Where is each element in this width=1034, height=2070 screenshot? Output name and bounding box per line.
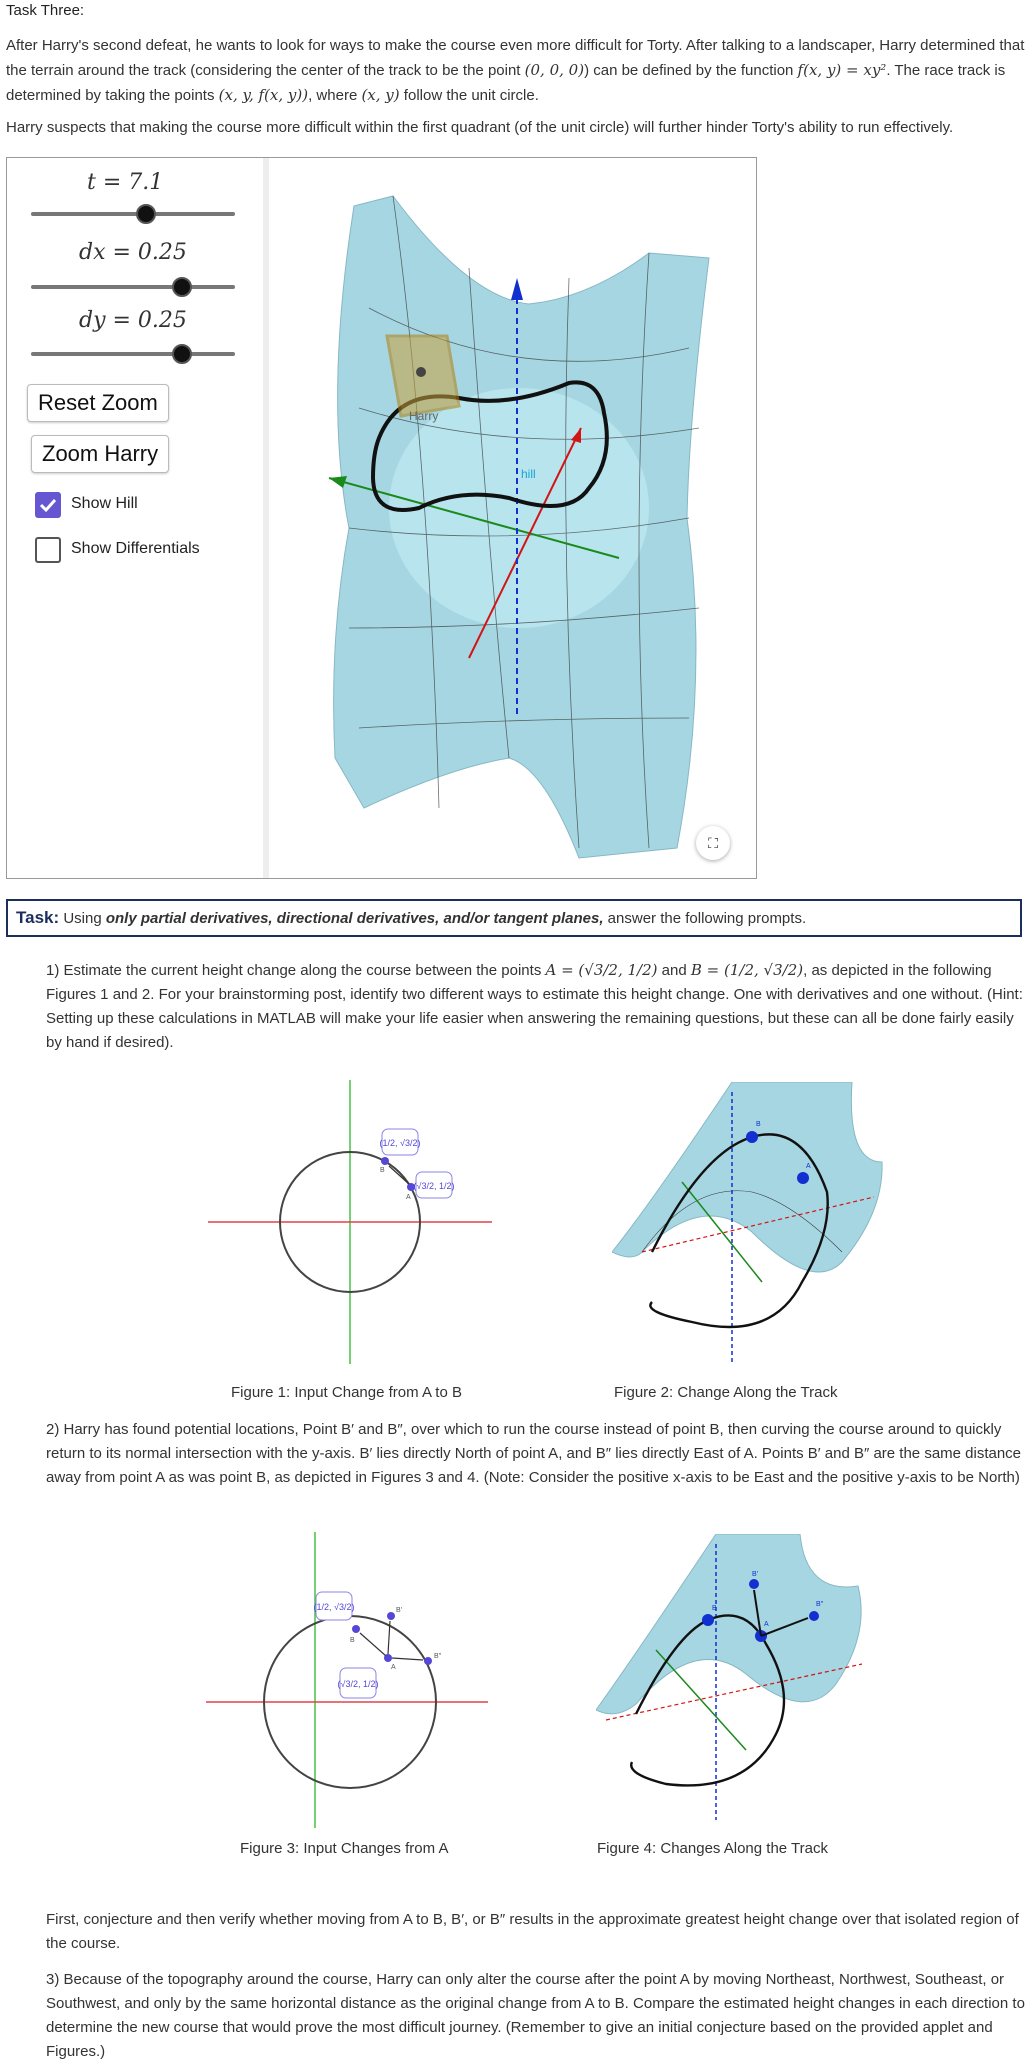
figure-1-caption: Figure 1: Input Change from A to B — [231, 1384, 462, 1401]
fig1-b-label: B — [380, 1167, 385, 1174]
show-differentials-label: Show Differentials — [71, 540, 200, 557]
intro-paragraph-1: After Harry's second defeat, he wants to look for ways to make the course even more difficult for Torty. After talking to a landscaper, Harry determined that the terrain around the track (considering the center of the track to be the point (0, 0, 0)) can be defined by the function f(x, y) = xy². The race track is determined by taking the points (x, y, f(x, y)), where (x, y) follow the unit circle. — [6, 37, 1025, 104]
fig3-point-b-double-prime — [424, 1657, 432, 1665]
q1-text-a: 1) Estimate the current height change along the course between the points — [46, 962, 546, 979]
reset-zoom-button[interactable]: Reset Zoom — [27, 384, 169, 422]
show-hill-checkbox[interactable] — [35, 492, 61, 518]
slider-dy-label: dy = 0.25 — [79, 308, 187, 333]
question-1 — [46, 958, 1026, 1055]
checkmark-icon — [37, 494, 59, 516]
slider-t-track[interactable] — [31, 212, 235, 216]
fig3-a-label: A — [391, 1664, 396, 1671]
intro-text — [6, 34, 1026, 148]
show-hill-label: Show Hill — [71, 495, 138, 512]
figure-2 — [612, 1082, 884, 1362]
figure-2-caption: Figure 2: Change Along the Track — [614, 1384, 838, 1401]
task-pre: Using — [59, 910, 106, 927]
task-label: Task: — [16, 908, 60, 927]
task-title: Task Three: — [6, 2, 85, 19]
task-post: answer the following prompts. — [603, 910, 807, 927]
fig3-b2-label: B″ — [434, 1653, 442, 1660]
fig3-arrow-ab — [360, 1633, 386, 1656]
figure-1 — [200, 1078, 500, 1378]
slider-dy-knob[interactable] — [172, 344, 192, 364]
figure-3 — [200, 1530, 500, 1830]
slider-dx-knob[interactable] — [172, 277, 192, 297]
harry-label: Harry — [409, 409, 439, 423]
fig1-b-coord: (1/2, √3/2) — [379, 1138, 421, 1148]
hill-label: hill — [521, 467, 536, 481]
q1-text-b: , as depicted in the following Figures 1 and 2. For your brainstorming post, identify two different ways to estimate this height change. One with derivatives and one without. (Hint: Setting up these calculations in MATLAB will make your life easier when answering the remaining questions, but these can all be done fairly easily by hand if desired). — [46, 962, 1023, 1051]
surface-highlight — [389, 388, 649, 628]
fig3-a-coord: (√3/2, 1/2) — [337, 1679, 379, 1689]
slider-dx-label: dx = 0.25 — [79, 240, 187, 265]
q1-text-mid: and — [657, 962, 691, 979]
fig3-point-b — [352, 1625, 360, 1633]
q1-point-b: B = (1/2, √3/2) — [690, 961, 804, 979]
question-2-conjecture: First, conjecture and then verify whether moving from A to B, B′, or B″ results in the approximate greatest height change over that isolated region of the course. — [46, 1911, 1019, 1952]
fig4-point-b — [702, 1614, 714, 1626]
algebra-panel — [7, 158, 269, 878]
figure-4-caption: Figure 4: Changes Along the Track — [597, 1840, 828, 1857]
geogebra-applet[interactable] — [6, 157, 757, 879]
slider-t-label: t = 7.1 — [87, 170, 164, 195]
figure-4 — [596, 1534, 870, 1820]
fig1-a-coord: (√3/2, 1/2) — [413, 1181, 455, 1191]
task-emphasis: only partial derivatives, directional derivatives, and/or tangent planes, — [105, 910, 604, 927]
fig4-point-b-prime — [749, 1579, 759, 1589]
show-differentials-checkbox[interactable] — [35, 537, 61, 563]
fig1-arrow-ab — [389, 1166, 409, 1184]
fig3-b-label: B — [350, 1637, 355, 1644]
fig1-a-label: A — [406, 1194, 411, 1201]
task-box — [6, 899, 1022, 937]
fig4-b-label: B — [712, 1605, 717, 1612]
slider-dx-track[interactable] — [31, 285, 235, 289]
fig1-point-b — [381, 1157, 389, 1165]
intro-paragraph-2: Harry suspects that making the course more difficult within the first quadrant (of the unit circle) will further hinder Torty's ability to run effectively. — [6, 119, 954, 136]
fullscreen-icon: ⛶ — [708, 835, 718, 851]
fullscreen-button[interactable] — [696, 826, 730, 860]
fig2-b-label: B — [756, 1121, 761, 1128]
q1-point-a: A = (√3/2, 1/2) — [545, 961, 658, 979]
graphics-3d-view[interactable] — [269, 158, 756, 878]
slider-t-knob[interactable] — [136, 204, 156, 224]
slider-dy-track[interactable] — [31, 352, 235, 356]
harry-point — [416, 367, 426, 377]
fig3-point-b-prime — [387, 1612, 395, 1620]
fig2-point-a — [797, 1172, 809, 1184]
fig2-surface — [612, 1082, 882, 1272]
question-2: 2) Harry has found potential locations, Point B′ and B″, over which to run the course instead of point B, then curving the course around to quickly return to its normal intersection with the y-axis. B′ lies directly North of point A, and B″ lies directly East of A. Points B′ and B″ are the same distance away from point A as was point B, as depicted in Figures 3 and 4. (Note: Consider the positive x-axis to be East and the positive y-axis to be North) — [46, 1421, 1022, 1486]
fig4-b1-label: B′ — [752, 1571, 758, 1578]
fig4-a-label: A — [764, 1621, 769, 1628]
fig3-b-coord: (1/2, √3/2) — [313, 1602, 355, 1612]
fig2-a-label: A — [806, 1163, 811, 1170]
figure-3-caption: Figure 3: Input Changes from A — [240, 1840, 449, 1857]
fig4-point-b-double-prime — [809, 1611, 819, 1621]
fig4-surface — [596, 1534, 861, 1714]
zoom-harry-button[interactable]: Zoom Harry — [31, 435, 169, 473]
fig4-b2-label: B″ — [816, 1601, 824, 1608]
question-3: 3) Because of the topography around the course, Harry can only alter the course after the point A by moving Northeast, Northwest, Southeast, or Southwest, and only by the same horizontal distance as the original change from A to B. Compare the estimated height changes in each direction to determine the new course that would prove the most difficult journey. (Remember to give an initial conjecture based on the provided applet and Figures.) — [46, 1971, 1025, 2060]
fig2-point-b — [746, 1131, 758, 1143]
z-axis-arrow — [511, 278, 523, 300]
fig3-arrow-ab2 — [392, 1658, 423, 1660]
fig3-b1-label: B′ — [396, 1607, 402, 1614]
